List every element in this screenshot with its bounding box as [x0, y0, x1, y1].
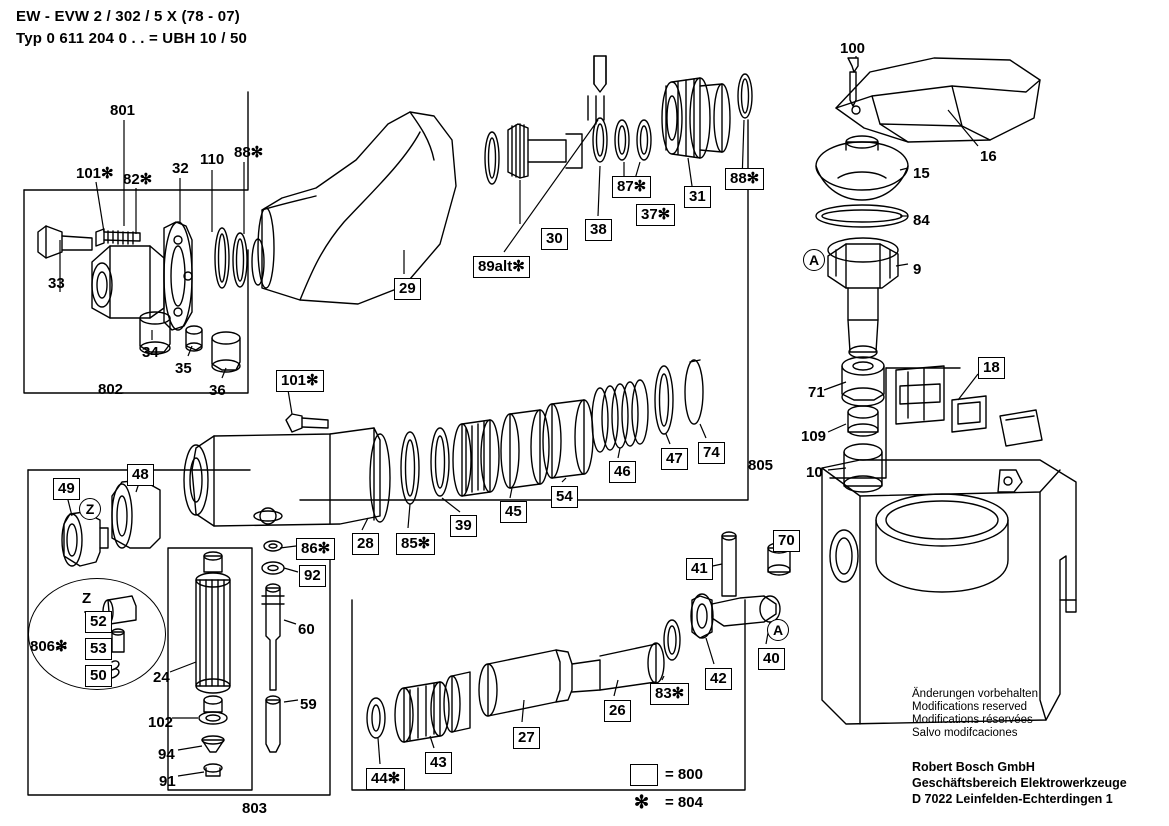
callout-801: 801 — [110, 102, 136, 119]
callout-48: 48 — [127, 464, 154, 486]
callout-26: 26 — [604, 700, 631, 722]
callout-Z: Z — [82, 590, 92, 607]
callout-30: 30 — [541, 228, 568, 250]
callout-35: 35 — [175, 360, 192, 377]
callout-74: 74 — [698, 442, 725, 464]
callout-41: 41 — [686, 558, 713, 580]
callout-94: 94 — [158, 746, 175, 763]
callout-60: 60 — [298, 621, 315, 638]
callout-45: 45 — [500, 501, 527, 523]
legend-star-icon: ✻ — [634, 792, 650, 812]
callout-92: 92 — [299, 565, 326, 587]
callout-15: 15 — [913, 165, 930, 182]
callout-49: 49 — [53, 478, 80, 500]
footer-note-2: Modifications réservées — [912, 714, 1033, 726]
callout-85: 85✻ — [396, 533, 435, 555]
legend-square-icon — [630, 764, 658, 786]
callout-805: 805 — [748, 457, 774, 474]
callout-A: A — [803, 249, 825, 271]
callout-100: 100 — [840, 40, 866, 57]
callout-59: 59 — [300, 696, 317, 713]
callout-44: 44✻ — [366, 768, 405, 790]
callout-39: 39 — [450, 515, 477, 537]
callout-43: 43 — [425, 752, 452, 774]
callout-101: 101✻ — [76, 165, 114, 182]
callout-47: 47 — [661, 448, 688, 470]
header-line-1: EW - EVW 2 / 302 / 5 X (78 - 07) — [16, 8, 240, 25]
footer-company-0: Robert Bosch GmbH — [912, 760, 1035, 774]
callout-91: 91 — [159, 773, 176, 790]
callout-109: 109 — [801, 428, 827, 445]
callout-Z: Z — [79, 498, 101, 520]
callout-27: 27 — [513, 727, 540, 749]
callout-54: 54 — [551, 486, 578, 508]
footer-note-0: Änderungen vorbehalten — [912, 688, 1038, 700]
callout-50: 50 — [85, 665, 112, 687]
callout-70: 70 — [773, 530, 800, 552]
callout-37: 37✻ — [636, 204, 675, 226]
callout-36: 36 — [209, 382, 226, 399]
callout-88: 88✻ — [725, 168, 764, 190]
callout-24: 24 — [153, 669, 170, 686]
callout-34: 34 — [142, 344, 159, 361]
callout-10: 10 — [806, 464, 823, 481]
callout-71: 71 — [808, 384, 825, 401]
legend-square-label: = 800 — [665, 766, 703, 783]
callout-86: 86✻ — [296, 538, 335, 560]
callout-42: 42 — [705, 668, 732, 690]
callout-33: 33 — [48, 275, 65, 292]
callout-29: 29 — [394, 278, 421, 300]
callout-32: 32 — [172, 160, 189, 177]
callout-52: 52 — [85, 611, 112, 633]
callout-806: 806✻ — [30, 638, 68, 655]
footer-company-1: Geschäftsbereich Elektrowerkzeuge — [912, 776, 1127, 790]
callout-84: 84 — [913, 212, 930, 229]
callout-101: 101✻ — [276, 370, 324, 392]
callout-802: 802 — [98, 381, 124, 398]
callout-82: 82✻ — [123, 171, 153, 188]
callout-40: 40 — [758, 648, 785, 670]
callout-9: 9 — [913, 261, 922, 278]
callout-46: 46 — [609, 461, 636, 483]
callout-83: 83✻ — [650, 683, 689, 705]
callout-803: 803 — [242, 800, 268, 817]
footer-company-2: D 7022 Leinfelden-Echterdingen 1 — [912, 792, 1113, 806]
legend-star-label: = 804 — [665, 794, 703, 811]
footer-note-3: Salvo modifcaciones — [912, 727, 1018, 739]
callout-28: 28 — [352, 533, 379, 555]
callout-16: 16 — [980, 148, 997, 165]
callout-53: 53 — [85, 638, 112, 660]
callout-31: 31 — [684, 186, 711, 208]
callout-89alt: 89alt✻ — [473, 256, 530, 278]
callout-87: 87✻ — [612, 176, 651, 198]
callout-A: A — [767, 619, 789, 641]
callout-88: 88✻ — [234, 144, 264, 161]
callout-102: 102 — [148, 714, 174, 731]
footer-note-1: Modifications reserved — [912, 701, 1028, 713]
callout-38: 38 — [585, 219, 612, 241]
callout-18: 18 — [978, 357, 1005, 379]
header-line-2: Typ 0 611 204 0 . . = UBH 10 / 50 — [16, 30, 248, 47]
callout-110: 110 — [200, 151, 225, 168]
